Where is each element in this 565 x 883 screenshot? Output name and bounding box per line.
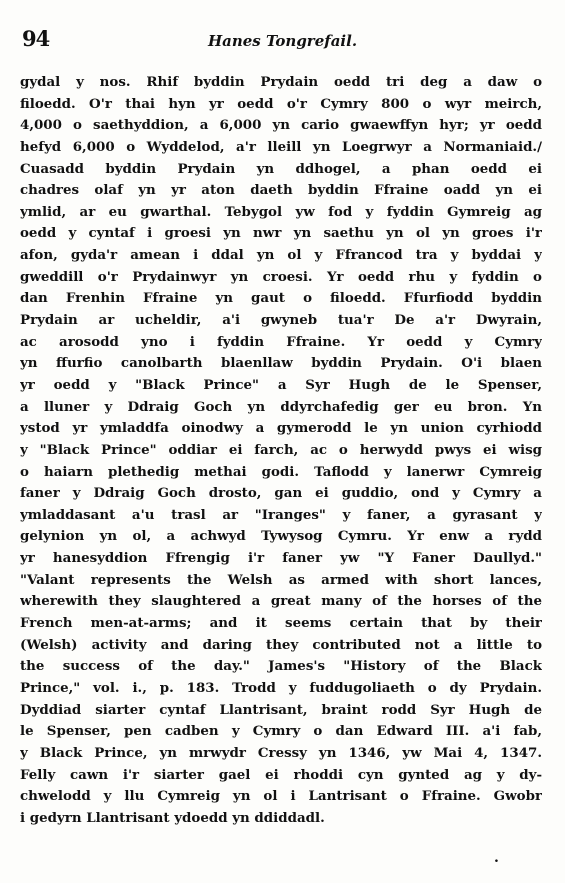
text-line: 4,000 o saethyddion, a 6,000 yn cario gwaewffyn hyr; yr oedd — [20, 117, 542, 134]
text-line: Dyddiad siarter cyntaf Llantrisant, braint rodd Syr Hugh de — [20, 701, 542, 718]
text-line: Felly cawn i'r siarter gael ei rhoddi cyn gynted ag y dy- — [20, 766, 542, 783]
text-line: ymlid, ar eu gwarthal. Tebygol yw fod y fyddin Gymreig ag — [20, 203, 542, 220]
text-line: Prince," vol. i., p. 183. Trodd y fuddugoliaeth o dy Prydain. — [20, 679, 542, 696]
text-line: "Valant represents the Welsh as armed with short lances, — [20, 571, 542, 588]
text-line: y "Black Prince" oddiar ei farch, ac o herwydd pwys ei wisg — [20, 441, 542, 458]
text-line: chwelodd y llu Cymreig yn ol i Lantrisant o Ffraine. Gwobr — [20, 788, 542, 805]
text-line: gydal y nos. Rhif byddin Prydain oedd tri deg a daw o — [20, 74, 542, 90]
page-header — [22, 26, 543, 56]
text-line: faner y Ddraig Goch drosto, gan ei guddio, ond y Cymry a — [20, 485, 542, 502]
text-line: i gedyrn Llantrisant ydoedd yn ddiddadl. — [20, 809, 325, 826]
text-line: the success of the day." James's "History of the Black — [20, 658, 542, 675]
text-line: ystod yr ymladdfa oinodwy a gymerodd le yn union cyrhiodd — [20, 420, 542, 437]
text-line: dan Frenhin Ffraine yn gaut o filoedd. Ffurfiodd byddin — [20, 290, 542, 307]
text-line: yr hanesyddion Ffrengig i'r faner yw "Y Faner Daullyd." — [20, 550, 542, 567]
trailing-mark: . — [494, 850, 499, 866]
text-line: a lluner y Ddraig Goch yn ddyrchafedig ger eu bron. Yn — [20, 398, 542, 415]
text-line: o haiarn plethedig methai godi. Taflodd y lanerwr Cymreig — [20, 463, 542, 480]
text-line: (Welsh) activity and daring they contributed not a little to — [20, 636, 542, 653]
text-line: Prydain ar ucheldir, a'i gwyneb tua'r De a'r Dwyrain, — [20, 312, 542, 329]
text-line: yn ffurfio canolbarth blaenllaw byddin Prydain. O'i blaen — [20, 355, 542, 372]
page-number: 94 — [22, 26, 50, 51]
text-line: afon, gyda'r amean i ddal yn ol y Ffrancod tra y byddai y — [20, 247, 542, 264]
text-line: Cuasadd byddin Prydain yn ddhogel, a phan oedd ei — [20, 160, 542, 177]
text-line: le Spenser, pen cadben y Cymry o dan Edward III. a'i fab, — [20, 723, 542, 740]
text-line: French men-at-arms; and it seems certain that by their — [20, 615, 542, 632]
body-text — [20, 72, 542, 829]
text-line: chadres olaf yn yr aton daeth byddin Ffraine oadd yn ei — [20, 182, 542, 199]
text-line: oedd y cyntaf i groesi yn nwr yn saethu yn ol yn groes i'r — [20, 225, 542, 242]
running-title: Hanes Tongrefail. — [207, 32, 358, 50]
text-line: yr oedd y "Black Prince" a Syr Hugh de le Spenser, — [20, 376, 542, 393]
text-line: wherewith they slaughtered a great many of the horses of the — [20, 593, 542, 610]
text-line: ac arosodd yno i fyddin Ffraine. Yr oedd y Cymry — [20, 333, 542, 350]
text-line: filoedd. O'r thai hyn yr oedd o'r Cymry 800 o wyr meirch, — [20, 95, 542, 112]
text-line: ymladdasant a'u trasl ar "Iranges" y faner, a gyrasant y — [20, 506, 542, 523]
text-line: hefyd 6,000 o Wyddelod, a'r lleill yn Loegrwyr a Normaniaid./ — [20, 138, 542, 155]
text-line: gelynion yn ol, a achwyd Tywysog Cymru. Yr enw a rydd — [20, 528, 542, 545]
text-line: gweddill o'r Prydainwyr yn croesi. Yr oedd rhu y fyddin o — [20, 268, 542, 285]
text-line: y Black Prince, yn mrwydr Cressy yn 1346, yw Mai 4, 1347. — [20, 744, 542, 761]
